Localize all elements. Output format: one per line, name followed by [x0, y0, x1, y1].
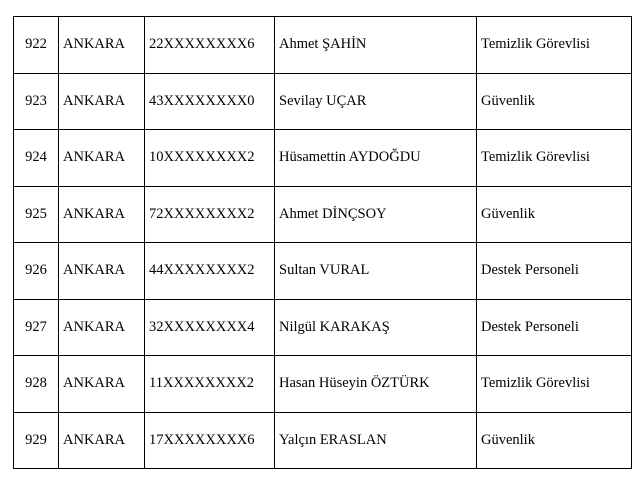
row-number-cell: 925	[14, 186, 59, 243]
table-row	[14, 299, 632, 356]
id-number-cell: 32XXXXXXXX4	[145, 299, 275, 356]
table-row	[14, 243, 632, 300]
city-cell: ANKARA	[59, 356, 145, 413]
city-cell: ANKARA	[59, 130, 145, 187]
row-number-cell: 922	[14, 17, 59, 74]
full-name-cell: Yalçın ERASLAN	[275, 412, 477, 469]
position-cell: Destek Personeli	[477, 299, 632, 356]
position-cell: Temizlik Görevlisi	[477, 130, 632, 187]
full-name-cell: Sevilay UÇAR	[275, 73, 477, 130]
city-cell: ANKARA	[59, 412, 145, 469]
position-cell: Güvenlik	[477, 73, 632, 130]
row-number-cell: 923	[14, 73, 59, 130]
table-row	[14, 412, 632, 469]
row-number-cell: 924	[14, 130, 59, 187]
position-cell: Destek Personeli	[477, 243, 632, 300]
table-row	[14, 17, 632, 74]
document-page	[13, 16, 632, 469]
id-number-cell: 22XXXXXXXX6	[145, 17, 275, 74]
table-row	[14, 186, 632, 243]
position-cell: Güvenlik	[477, 186, 632, 243]
row-number-cell: 928	[14, 356, 59, 413]
city-cell: ANKARA	[59, 73, 145, 130]
row-number-cell: 926	[14, 243, 59, 300]
city-cell: ANKARA	[59, 186, 145, 243]
city-cell: ANKARA	[59, 299, 145, 356]
full-name-cell: Ahmet DİNÇSOY	[275, 186, 477, 243]
table-row	[14, 73, 632, 130]
full-name-cell: Sultan VURAL	[275, 243, 477, 300]
id-number-cell: 10XXXXXXXX2	[145, 130, 275, 187]
id-number-cell: 17XXXXXXXX6	[145, 412, 275, 469]
city-cell: ANKARA	[59, 17, 145, 74]
personnel-table	[13, 16, 632, 469]
full-name-cell: Nilgül KARAKAŞ	[275, 299, 477, 356]
table-row	[14, 356, 632, 413]
id-number-cell: 43XXXXXXXX0	[145, 73, 275, 130]
position-cell: Güvenlik	[477, 412, 632, 469]
table-row	[14, 130, 632, 187]
position-cell: Temizlik Görevlisi	[477, 356, 632, 413]
full-name-cell: Hasan Hüseyin ÖZTÜRK	[275, 356, 477, 413]
full-name-cell: Ahmet ŞAHİN	[275, 17, 477, 74]
row-number-cell: 927	[14, 299, 59, 356]
city-cell: ANKARA	[59, 243, 145, 300]
id-number-cell: 44XXXXXXXX2	[145, 243, 275, 300]
full-name-cell: Hüsamettin AYDOĞDU	[275, 130, 477, 187]
row-number-cell: 929	[14, 412, 59, 469]
position-cell: Temizlik Görevlisi	[477, 17, 632, 74]
id-number-cell: 72XXXXXXXX2	[145, 186, 275, 243]
id-number-cell: 11XXXXXXXX2	[145, 356, 275, 413]
